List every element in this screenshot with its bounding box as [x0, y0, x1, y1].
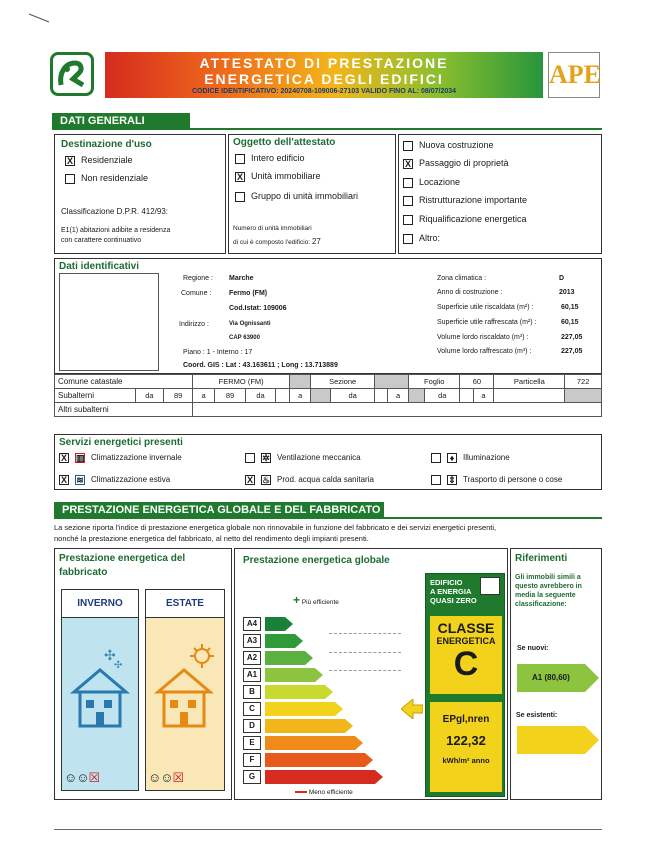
inverno-card [61, 589, 139, 791]
classe-panel [425, 573, 505, 797]
divider [54, 517, 602, 519]
ventilazione-label: Ventilazione meccanica [277, 453, 361, 463]
riferimenti-text-4: classificazione: [515, 601, 567, 608]
numero-label-2-row [233, 237, 321, 246]
indirizzo-value: Via Ognissanti [229, 321, 271, 327]
energy-class-label: F [243, 753, 261, 767]
a-label: a [388, 389, 409, 403]
section-dati-generali: DATI GENERALI [52, 113, 190, 129]
cell [375, 375, 409, 389]
sezione-label: Sezione [311, 375, 375, 389]
illuminazione-checkbox[interactable] [431, 453, 441, 463]
unita-label: Unità immobiliare [251, 171, 321, 181]
residenziale-row [65, 155, 133, 166]
ep-box [430, 702, 502, 792]
energy-scale [246, 617, 405, 787]
region-logo [50, 52, 94, 96]
radiator-icon: ▥ [76, 453, 85, 463]
estate-label: ESTATE [146, 590, 224, 618]
section-prestazione: PRESTAZIONE ENERGETICA GLOBALE E DEL FABBRICATO [54, 502, 384, 518]
oggetto-title: Oggetto dell'attestato [233, 137, 336, 148]
classe-box [430, 616, 502, 694]
energy-class-g [248, 770, 375, 784]
cap-value: CAP 63900 [229, 335, 260, 341]
catasto-row-altri [55, 403, 602, 417]
motivo-box [398, 134, 602, 254]
altro-label: Altro: [419, 233, 441, 243]
gis-value: Coord. GIS : Lat : 43.163611 ; Long : 13.713889 [183, 362, 338, 369]
numero-label-1: Numero di unità immobiliari [233, 225, 312, 232]
illuminazione-row [431, 453, 510, 463]
ristrutturazione-label: Ristrutturazione importante [419, 195, 528, 205]
nzeb-checkbox[interactable] [480, 577, 500, 595]
estiva-checkbox[interactable]: X [60, 475, 67, 485]
piu-efficiente-label: Più efficiente [301, 599, 339, 606]
comune-catastale-value: FERMO (FM) [193, 375, 290, 389]
riferimenti-text-1: Gli immobili simili a [515, 574, 581, 581]
foglio-value: 60 [460, 375, 494, 389]
intro-line-1: La sezione riporta l'indice di prestazione energetica globale non rinnovabile in funzione del fabbricato e dei servizi energetici presenti, [54, 523, 497, 532]
energy-class-label: G [243, 770, 261, 784]
nzeb-line-1: EDIFICIO [430, 578, 463, 587]
energy-class-f [249, 753, 365, 767]
unita-checkbox[interactable]: X [236, 171, 243, 182]
nzeb-line-2: A ENERGIA [430, 587, 472, 596]
vol-risc-value: 227,05 [561, 334, 583, 341]
esistenti-arrow [517, 726, 599, 754]
non-residenziale-label: Non residenziale [81, 173, 149, 183]
house-summer-icon [154, 642, 216, 732]
classe-label: CLASSE [437, 620, 495, 636]
comune-value: Fermo (FM) [229, 290, 268, 297]
illuminazione-label: Illuminazione [463, 453, 510, 463]
trasporto-row [431, 475, 562, 485]
servizi-title: Servizi energetici presenti [59, 437, 183, 448]
meno-efficiente [295, 789, 353, 796]
estiva-label: Climatizzazione estiva [91, 475, 171, 485]
particella-value: 722 [565, 375, 602, 389]
energy-class-a3 [246, 634, 295, 648]
ep-label: EPgl,nren [442, 714, 490, 725]
nuova-label: Nuova costruzione [419, 140, 494, 150]
cell [375, 389, 388, 403]
particella-label: Particella [494, 375, 565, 389]
footer-line [54, 829, 602, 841]
house-winter-icon [70, 642, 132, 732]
identificativi-title: Dati identificativi [59, 261, 140, 272]
identificativi-box [54, 258, 602, 374]
energy-class-label: A2 [243, 651, 261, 665]
guide-line [329, 652, 401, 653]
classificazione-value-1: E1(1) abitazioni adibite a residenza [61, 227, 171, 234]
fabbricato-panel [54, 548, 232, 800]
classificazione-value-2: con carattere continuativo [61, 237, 142, 244]
a-label: a [193, 389, 215, 403]
anno-label: Anno di costruzione : [437, 289, 503, 296]
class-pointer-icon [401, 699, 423, 719]
fabbricato-title-1: Prestazione energetica del [59, 553, 186, 564]
servizi-box [54, 434, 602, 490]
cell [409, 389, 425, 403]
numero-value: 27 [311, 237, 321, 246]
cell [460, 389, 473, 403]
elevator-icon: ⇕ [448, 475, 456, 485]
comune-label: Comune : [181, 290, 212, 297]
inverno-rating-icons: ☺☺☒ [64, 770, 100, 785]
non-residenziale-checkbox[interactable] [65, 174, 75, 184]
svg-text:✣: ✣ [104, 647, 116, 663]
nuova-row [403, 140, 494, 151]
title-line-2: ENERGETICA DEGLI EDIFICI [204, 71, 444, 87]
locazione-row [403, 177, 460, 188]
regione-label: Regione : [183, 275, 213, 282]
sub-from-value: 89 [164, 389, 193, 403]
invernale-checkbox[interactable]: X [60, 453, 67, 463]
nuova-checkbox[interactable] [403, 141, 413, 151]
nzeb-label [430, 578, 477, 605]
passaggio-checkbox[interactable]: X [404, 158, 411, 169]
piu-efficiente [293, 593, 339, 607]
energy-class-c [249, 702, 335, 716]
altro-row [403, 233, 440, 244]
riferimenti-text-2: questo avrebbero in [515, 583, 582, 590]
energy-class-a2 [246, 651, 305, 665]
energy-class-label: B [243, 685, 261, 699]
title-banner [105, 52, 543, 98]
da-label: da [245, 389, 276, 403]
globale-title: Prestazione energetica globale [243, 555, 390, 566]
passaggio-label: Passaggio di proprietà [419, 158, 509, 168]
riqualificazione-checkbox[interactable] [403, 215, 413, 225]
altro-checkbox[interactable] [403, 234, 413, 244]
acqua-checkbox[interactable]: X [246, 475, 253, 485]
energetica-label: ENERGETICA [436, 636, 496, 646]
invernale-row [59, 453, 182, 463]
nuovi-value: A1 (80,60) [532, 673, 570, 682]
catasto-row-comune [55, 375, 602, 389]
ac-icon: ≋ [76, 475, 84, 485]
cell [494, 389, 565, 403]
cell [276, 389, 290, 403]
energy-class-a4 [246, 617, 285, 631]
riqualificazione-row [403, 214, 527, 225]
energy-class-label: E [243, 736, 261, 750]
oggetto-box [228, 134, 396, 254]
cell [311, 389, 331, 403]
energy-class-b [249, 685, 325, 699]
energy-class-label: A1 [243, 668, 261, 682]
energy-class-label: A4 [243, 617, 261, 631]
da-label: da [331, 389, 375, 403]
anno-value: 2013 [559, 289, 575, 296]
acqua-label: Prod. acqua calda sanitaria [277, 475, 374, 485]
bulb-icon: ♦ [447, 453, 457, 463]
estate-card [145, 589, 225, 791]
destinazione-box [54, 134, 226, 254]
invernale-label: Climatizzazione invernale [91, 453, 182, 463]
zona-value: D [559, 275, 565, 282]
ristrutturazione-checkbox[interactable] [403, 196, 413, 206]
vol-raff-value: 227,05 [561, 348, 583, 355]
gruppo-label: Gruppo di unità immobiliari [251, 191, 359, 201]
nzeb-line-3: QUASI ZERO [430, 596, 477, 605]
catasto-table [54, 374, 602, 417]
prestazione-intro [54, 522, 614, 544]
indirizzo-label: Indirizzo : [179, 321, 209, 328]
sup-raff-label: Superficie utile raffrescata (m²) : [437, 319, 537, 326]
comune-catastale-label: Comune catastale [55, 375, 193, 389]
photo-placeholder [59, 273, 159, 371]
unita-row [235, 171, 321, 182]
minus-icon [295, 791, 307, 793]
vol-risc-label: Volume lordo riscaldato (m³) : [437, 334, 529, 341]
classificazione-label: Classificazione D.P.R. 412/93: [61, 207, 169, 216]
a-label: a [290, 389, 311, 403]
ventilazione-checkbox[interactable] [245, 453, 255, 463]
globale-panel [234, 548, 508, 800]
intero-checkbox[interactable] [235, 154, 245, 164]
estate-rating-icons: ☺☺☒ [148, 770, 184, 785]
piano-value: Piano : 1 - Interno : 17 [183, 349, 253, 356]
inverno-label: INVERNO [62, 590, 138, 618]
regione-value: Marche [229, 275, 254, 282]
certificate-code: CODICE IDENTIFICATIVO: 20240708-109006-27103 VALIDO FINO AL: 08/07/2034 [191, 88, 457, 95]
da-label: da [425, 389, 460, 403]
locazione-checkbox[interactable] [403, 178, 413, 188]
estiva-row [59, 475, 170, 485]
gruppo-checkbox[interactable] [235, 192, 245, 202]
ape-logo-text: APE [549, 60, 601, 89]
ep-unit: kWh/m² anno [442, 756, 490, 765]
title-line-1: ATTESTATO DI PRESTAZIONE [199, 55, 449, 71]
passaggio-row [403, 158, 509, 169]
intero-row [235, 153, 305, 164]
ristrutturazione-row [403, 195, 527, 206]
istat-value: Cod.Istat: 109006 [229, 305, 287, 312]
non-residenziale-row [65, 173, 148, 184]
acqua-row [245, 475, 374, 485]
meno-efficiente-label: Meno efficiente [308, 789, 353, 796]
a-label: a [473, 389, 494, 403]
plus-icon: + [293, 593, 301, 607]
guide-line [329, 633, 401, 634]
destinazione-title: Destinazione d'uso [61, 139, 152, 150]
intero-label: Intero edificio [251, 153, 305, 163]
riferimenti-title: Riferimenti [515, 553, 568, 564]
catasto-row-subalterni [55, 389, 602, 403]
esistenti-label: Se esistenti: [516, 712, 558, 719]
cell [565, 389, 602, 403]
ape-logo [548, 52, 600, 98]
tap-icon: ♨ [262, 475, 271, 485]
pen-scratch [28, 12, 50, 24]
guide-line [329, 670, 401, 671]
energy-class-a1 [246, 668, 315, 682]
classe-value: C [453, 645, 479, 683]
svg-text:✣: ✣ [114, 660, 123, 671]
sub-to-value: 89 [215, 389, 246, 403]
zona-label: Zona climatica : [437, 275, 487, 282]
subalterni-label: Subalterni [55, 389, 136, 403]
foglio-label: Foglio [409, 375, 460, 389]
riqualificazione-label: Riqualificazione energetica [419, 214, 527, 224]
energy-class-label: C [243, 702, 261, 716]
energy-class-label: D [243, 719, 261, 733]
nuovi-label: Se nuovi: [517, 645, 549, 652]
energy-class-e [249, 736, 355, 750]
cell [290, 375, 311, 389]
sup-risc-label: Superficie utile riscaldata (m²) : [437, 304, 534, 311]
intro-line-2: nonché la prestazione energetica del fabbricato, al netto del rendimento degli impianti presenti. [54, 534, 369, 543]
altri-subalterni-label: Altri subalterni [55, 403, 193, 417]
fan-icon: ✲ [262, 453, 270, 463]
da-label: da [135, 389, 164, 403]
energy-class-label: A3 [243, 634, 261, 648]
vol-raff-label: Volume lordo raffrescato (m³) : [437, 348, 532, 355]
trasporto-label: Trasporto di persone o cose [463, 475, 563, 485]
numero-label-2: di cui è composto l'edificio: [233, 239, 311, 246]
trasporto-checkbox[interactable] [431, 475, 441, 485]
residenziale-label: Residenziale [81, 155, 133, 165]
ventilazione-row [245, 453, 361, 463]
locazione-label: Locazione [419, 177, 461, 187]
altri-subalterni-value [193, 403, 602, 417]
riferimenti-text-3: media la seguente [515, 592, 576, 599]
sup-raff-value: 60,15 [561, 319, 579, 326]
energy-class-d [249, 719, 345, 733]
riferimenti-text [515, 573, 582, 609]
fabbricato-title-2: fabbricato [59, 567, 108, 578]
gruppo-row [235, 191, 358, 202]
divider [52, 128, 602, 130]
sup-risc-value: 60,15 [561, 304, 579, 311]
ep-value: 122,32 [446, 733, 486, 748]
residenziale-checkbox[interactable]: X [66, 155, 73, 166]
